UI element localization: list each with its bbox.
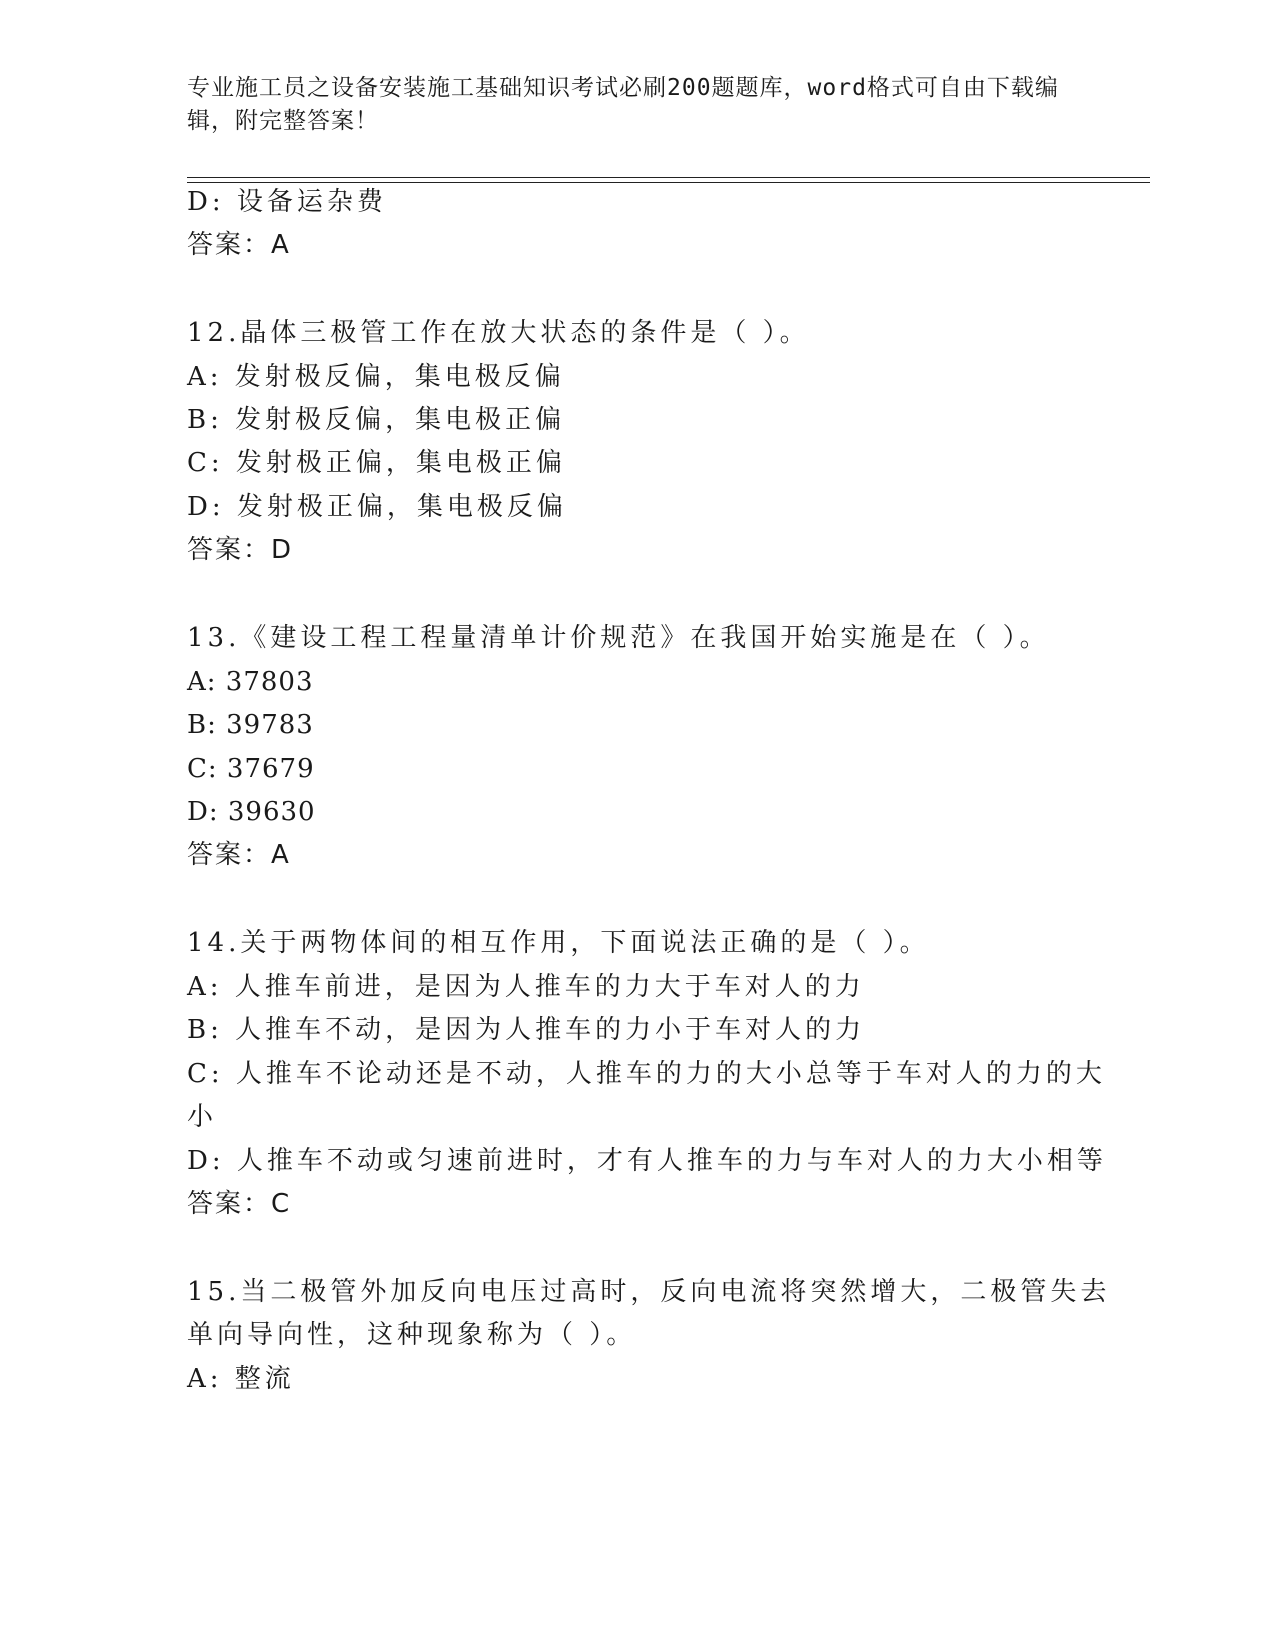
q14-option-a: A: 人推车前进，是因为人推车的力大于车对人的力 bbox=[187, 972, 865, 1002]
q13-answer: 答案：A bbox=[187, 840, 291, 870]
q14-option-c: C: 人推车不论动还是不动，人推车的力的大小总等于车对人的力的大 bbox=[187, 1059, 1106, 1089]
header-rule-bottom bbox=[187, 182, 1150, 183]
q14-option-b: B: 人推车不动，是因为人推车的力小于车对人的力 bbox=[187, 1015, 866, 1045]
q15-stem-continued: 单向导向性，这种现象称为（ ）。 bbox=[187, 1320, 637, 1350]
q13-option-c: C: 37679 bbox=[187, 754, 315, 784]
q13-option-d: D: 39630 bbox=[187, 797, 316, 827]
q14-stem: 14.关于两物体间的相互作用，下面说法正确的是（ ）。 bbox=[187, 928, 930, 958]
prev-answer: 答案：A bbox=[187, 230, 291, 260]
q12-stem: 12.晶体三极管工作在放大状态的条件是（ ）。 bbox=[187, 318, 810, 348]
q12-answer: 答案：D bbox=[187, 535, 294, 565]
q12-option-a: A: 发射极反偏，集电极反偏 bbox=[187, 362, 565, 392]
q14-option-d: D: 人推车不动或匀速前进时，才有人推车的力与车对人的力大小相等 bbox=[187, 1146, 1107, 1176]
q12-option-c: C: 发射极正偏，集电极正偏 bbox=[187, 448, 566, 478]
q14-answer: 答案：C bbox=[187, 1189, 292, 1219]
q13-option-b: B: 39783 bbox=[187, 710, 314, 740]
q15-option-a: A: 整流 bbox=[187, 1364, 295, 1394]
q13-stem: 13.《建设工程工程量清单计价规范》在我国开始实施是在（ ）。 bbox=[187, 623, 1050, 653]
q14-option-c-continued: 小 bbox=[187, 1102, 218, 1132]
q15-stem: 15.当二极管外加反向电压过高时，反向电流将突然增大，二极管失去 bbox=[187, 1277, 1111, 1307]
header-rule-top bbox=[187, 177, 1150, 178]
q12-option-d: D: 发射极正偏，集电极反偏 bbox=[187, 492, 567, 522]
q13-option-a: A: 37803 bbox=[187, 667, 314, 697]
prev-option-d: D: 设备运杂费 bbox=[187, 187, 387, 217]
q12-option-b: B: 发射极反偏，集电极正偏 bbox=[187, 405, 566, 435]
document-header: 专业施工员之设备安装施工基础知识考试必刷200题题库，word格式可自由下载编辑，附完整答案！ bbox=[187, 75, 1059, 134]
